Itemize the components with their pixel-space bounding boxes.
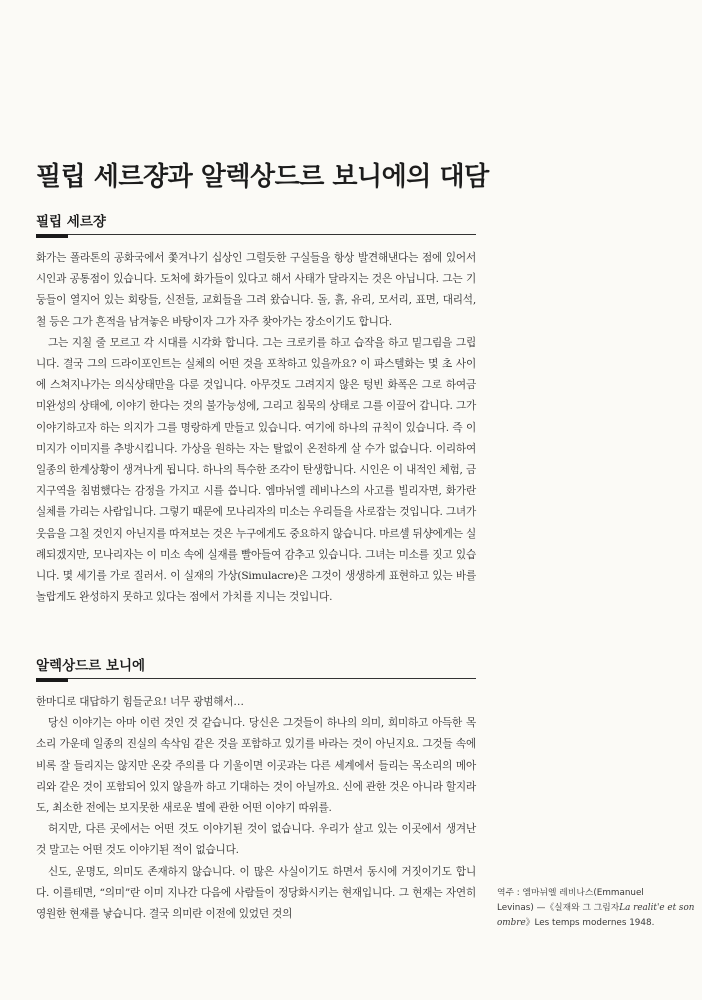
section-philippe-sergeant <box>36 212 476 608</box>
section-heading-bar <box>36 212 476 235</box>
section-heading-bar <box>36 656 476 679</box>
note-italic-title: La realit'e et son ombre <box>497 903 695 928</box>
paragraph: 그는 지칠 줄 모르고 각 시대를 시각화 합니다. 그는 크로키를 하고 습작을 하고 밑그림을 그립니다. 결국 그의 드라이포인트는 실체의 어떤 것을 포착하고 있을까요? 이 파스텔화는 몇 초 사이에 스쳐지나가는 의식상태만을 다룬 것입니다. 아무것도 그려지지 않은 텅빈 화폭은 그로 하여금 미완성의 상태에, 이야기 한다는 것의 불가능성에, 그리고 침묵의 상태로 그를 이끌어 갑니다. 그가 이야기하고자 하는 의지가 그를 명랑하게 만들고 있습니다. 여기에 하나의 규칙이 있습니다. 즉 이미지가 이미지를 추방시킵니다. 가상을 원하는 자는 탈없이 온전하게 살 수가 없습니다. 이리하여 일종의 한계상황이 생겨나게 됩니다. 하나의 특수한 조각이 탄생합니다. 시인은 이 내적인 체험, 금지구역을 침범했다는 감정을 가지고 시를 씁니다. 엠마뉘엘 레비나스의 사고를 빌리자면, 화가란 실체를 가리는 사람입니다. 그렇기 때문에 모나리자의 미소는 우리들을 사로잡는 것입니다. 그녀가 웃음을 그칠 것인지 아닌지를 따져보는 것은 누구에게도 중요하지 않습니다. 마르셀 뒤샹에게는 실례되겠지만, 모나리자는 이 미소 속에 실재를 빨아들여 감추고 있습니다. 그녀는 미소를 짓고 있습니다. 몇 세기를 가로 질러서. 이 실재의 가상(Simulacre)은 그것이 생생하게 표현하고 있는 바를 놀랍게도 완성하지 못하고 있다는 점에서 가치를 지니는 것입니다. <box>36 336 476 604</box>
paragraph: 신도, 운명도, 의미도 존재하지 않습니다. 이 많은 사실이기도 하면서 동시에 거짓이기도 합니다. 이를테면, “의미”란 이미 지나간 다음에 사람들이 정당화시키는 현재입니다. 그 현재는 자연히 영원한 현재를 낳습니다. 결국 의미란 이전에 있었던 것의 <box>36 865 476 921</box>
note-label: 역주 : <box>497 888 520 898</box>
paragraph: 당신 이야기는 아마 이런 것인 것 같습니다. 당신은 그것들이 하나의 의미, 희미하고 아득한 목소리 가운데 일종의 진실의 속삭임 같은 것을 포함하고 있기를 바라는 것이 아닌지요. 그것들 속에 비록 잘 들리지는 않지만 온갖 주의를 다 기울이면 이곳과는 다른 세계에서 들리는 목소리의 메아리와 같은 것이 포함되어 있지 않을까 하고 기대하는 것이 아닐까요. 신에 관한 것은 아니라 할지라도, 최소한 전에는 보지못한 새로운 별에 관한 어떤 이야기 따위를. <box>36 717 476 815</box>
note-text: 엠마뉘엘 레비나스(Emmanuel <box>519 888 644 898</box>
paragraph: 허지만, 다른 곳에서는 어떤 것도 이야기된 것이 없습니다. 우리가 살고 있는 이곳에서 생겨난 것 말고는 어떤 것도 이야기된 적이 없습니다. <box>36 823 476 857</box>
section-body <box>36 692 476 925</box>
paragraph: 화가는 폴라톤의 공화국에서 쫓겨나기 십상인 그럴듯한 구실들을 항상 발견해낸다는 점에 있어서 시인과 공통점이 있습니다. 도처에 화가들이 있다고 해서 사태가 달라지는 것은 아닙니다. 그는 기둥들이 열지어 있는 회랑들, 신전들, 교회들을 그려 왔습니다. 돌, 흙, 유리, 모서리, 표면, 대리석, 철 등은 그가 흔적을 남겨놓은 바탕이자 그가 자주 찾아가는 장소이기도 합니다. <box>36 252 476 328</box>
section-heading: 알렉상드르 보니에 <box>36 658 146 674</box>
heading-accent-bar <box>36 678 68 682</box>
translator-note <box>497 886 697 931</box>
note-text: 》Les temps modernes 1948. <box>525 918 655 928</box>
section-body <box>36 248 476 608</box>
page-title: 필립 세르쟝과 알렉상드르 보니에의 대담 <box>36 162 489 192</box>
section-alexandre-bonnier <box>36 656 476 925</box>
heading-accent-bar <box>36 234 68 238</box>
section-heading: 필립 세르쟝 <box>36 214 106 230</box>
note-text: Levinas) —《실재와 그 그림자 <box>497 903 620 913</box>
paragraph: 한마디로 대답하기 힘들군요! 너무 광범해서… <box>36 696 244 708</box>
